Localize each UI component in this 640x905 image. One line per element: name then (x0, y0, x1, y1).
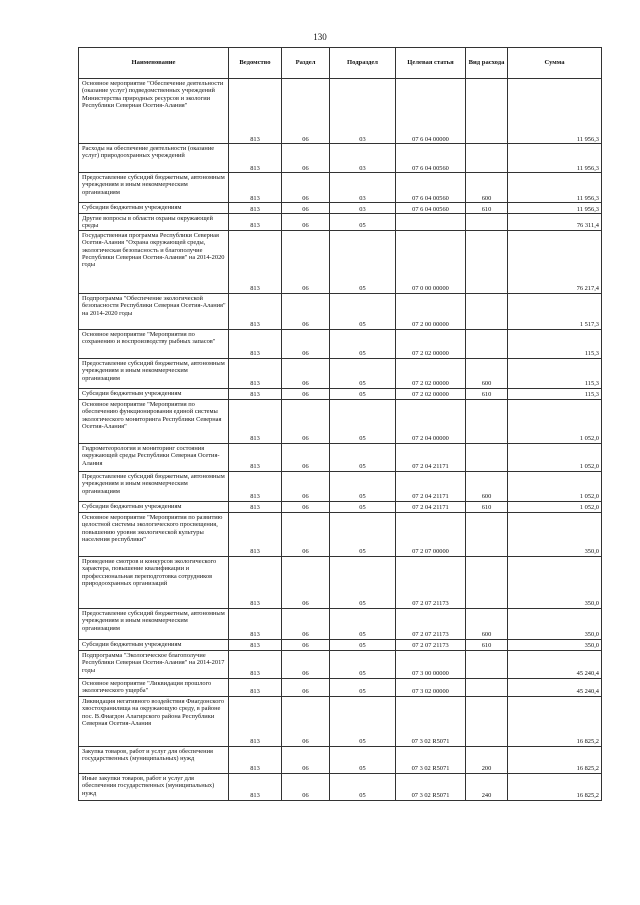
header-vid-rashoda: Вид расхода (466, 48, 508, 79)
table-row (79, 746, 602, 773)
table-row (79, 639, 602, 650)
row-razdel: 06 (282, 214, 330, 231)
row-vid-rashoda: 610 (466, 203, 508, 214)
row-vid-rashoda: 200 (466, 746, 508, 773)
row-name: Закупка товаров, работ и услуг для обеспечения государственных (муниципальных) нужд (79, 746, 229, 773)
row-name: Предоставление субсидий бюджетным, автономным учреждениям и иным некоммерческим организациям (79, 173, 229, 203)
row-vid-rashoda (466, 144, 508, 173)
row-vid-rashoda (466, 650, 508, 678)
row-podrazdel: 05 (330, 471, 396, 501)
page-number: 130 (313, 32, 327, 42)
row-celevaya-statya: 07 3 02 R5071 (396, 696, 466, 746)
row-celevaya-statya: 07 2 04 00000 (396, 399, 466, 443)
row-podrazdel: 05 (330, 329, 396, 358)
row-summa: 11 956,3 (508, 144, 602, 173)
table-row (79, 696, 602, 746)
row-vid-rashoda: 610 (466, 388, 508, 399)
row-podrazdel: 05 (330, 358, 396, 388)
row-razdel: 06 (282, 203, 330, 214)
row-celevaya-statya: 07 2 04 21171 (396, 501, 466, 512)
row-name: Предоставление субсидий бюджетным, автономным учреждениям и иным некоммерческим организациям (79, 608, 229, 639)
row-name: Основное мероприятие "Обеспечение деятельности (оказание услуг) подведомственных учреждений Министерства природных ресурсов и экологии Республики Северная Осетия-Алания" (79, 79, 229, 144)
row-podrazdel: 03 (330, 173, 396, 203)
row-summa: 16 825,2 (508, 696, 602, 746)
row-podrazdel: 05 (330, 746, 396, 773)
row-razdel: 06 (282, 512, 330, 556)
row-vid-rashoda: 600 (466, 358, 508, 388)
row-razdel: 06 (282, 608, 330, 639)
row-podrazdel: 05 (330, 512, 396, 556)
row-razdel: 06 (282, 388, 330, 399)
row-podrazdel: 05 (330, 639, 396, 650)
header-celevaya-statya: Целевая статья (396, 48, 466, 79)
row-summa: 1 052,0 (508, 443, 602, 471)
table-row (79, 678, 602, 696)
row-celevaya-statya: 07 2 07 21173 (396, 608, 466, 639)
row-podrazdel: 05 (330, 214, 396, 231)
row-razdel: 06 (282, 79, 330, 144)
row-celevaya-statya (396, 214, 466, 231)
row-celevaya-statya: 07 3 02 R5071 (396, 746, 466, 773)
row-summa: 45 240,4 (508, 678, 602, 696)
row-vedomstvo: 813 (229, 678, 282, 696)
row-vedomstvo: 813 (229, 696, 282, 746)
row-razdel: 06 (282, 639, 330, 650)
row-vid-rashoda (466, 678, 508, 696)
row-summa: 11 956,3 (508, 203, 602, 214)
row-vedomstvo: 813 (229, 358, 282, 388)
row-vedomstvo: 813 (229, 746, 282, 773)
row-summa: 76 311,4 (508, 214, 602, 231)
row-celevaya-statya: 07 2 07 21173 (396, 556, 466, 608)
row-name: Основное мероприятие "Мероприятия по сохранению и воспроизводству рыбных запасов" (79, 329, 229, 358)
row-vedomstvo: 813 (229, 173, 282, 203)
row-vedomstvo: 813 (229, 230, 282, 293)
row-summa: 45 240,4 (508, 650, 602, 678)
row-name: Иные закупки товаров, работ и услуг для обеспечения государственных (муниципальных) нужд (79, 773, 229, 800)
row-celevaya-statya: 07 3 02 R5071 (396, 773, 466, 800)
row-razdel: 06 (282, 556, 330, 608)
row-celevaya-statya: 07 2 07 21173 (396, 639, 466, 650)
row-razdel: 06 (282, 501, 330, 512)
row-vedomstvo: 813 (229, 773, 282, 800)
row-vedomstvo: 813 (229, 79, 282, 144)
row-podrazdel: 05 (330, 230, 396, 293)
row-celevaya-statya: 07 2 07 00000 (396, 512, 466, 556)
row-vedomstvo: 813 (229, 512, 282, 556)
row-summa: 350,0 (508, 639, 602, 650)
row-razdel: 06 (282, 773, 330, 800)
row-summa: 350,0 (508, 608, 602, 639)
row-celevaya-statya: 07 2 00 00000 (396, 293, 466, 329)
table-row (79, 556, 602, 608)
row-name: Подпрограмма "Обеспечение экологической безопасности Республики Северная Осетия-Алания" на 2014-2020 годы (79, 293, 229, 329)
row-name: Предоставление субсидий бюджетным, автономным учреждениям и иным некоммерческим организациям (79, 358, 229, 388)
row-name: Другие вопросы в области охраны окружающей среды (79, 214, 229, 231)
row-razdel: 06 (282, 358, 330, 388)
row-summa: 115,3 (508, 358, 602, 388)
row-vedomstvo: 813 (229, 608, 282, 639)
row-summa: 115,3 (508, 388, 602, 399)
row-vid-rashoda (466, 329, 508, 358)
row-summa: 350,0 (508, 512, 602, 556)
row-vid-rashoda (466, 214, 508, 231)
row-name: Субсидии бюджетным учреждениям (79, 388, 229, 399)
table-row (79, 203, 602, 214)
row-podrazdel: 05 (330, 556, 396, 608)
row-summa: 16 825,2 (508, 746, 602, 773)
row-podrazdel: 03 (330, 144, 396, 173)
row-name: Расходы на обеспечение деятельности (оказание услуг) природоохранных учреждений (79, 144, 229, 173)
row-vid-rashoda (466, 556, 508, 608)
row-vid-rashoda: 600 (466, 608, 508, 639)
row-podrazdel: 05 (330, 678, 396, 696)
row-podrazdel: 05 (330, 293, 396, 329)
table-row (79, 512, 602, 556)
table-row (79, 230, 602, 293)
row-celevaya-statya: 07 6 04 00560 (396, 144, 466, 173)
row-vid-rashoda (466, 79, 508, 144)
table-header-row (79, 48, 602, 79)
row-vedomstvo: 813 (229, 443, 282, 471)
row-podrazdel: 03 (330, 79, 396, 144)
row-celevaya-statya: 07 2 02 00000 (396, 388, 466, 399)
table-row (79, 773, 602, 800)
row-name: Гидрометеорология и мониторинг состояния окружающей среды Республики Северная Осетия-Алания (79, 443, 229, 471)
row-name: Ликвидация негативного воздействия Фиагдонского хвостохранилища на окружающую среду, в районе пос. В.Фиагдон Алагирского района Республики Северная Осетия-Алания (79, 696, 229, 746)
row-vid-rashoda (466, 696, 508, 746)
table-row (79, 650, 602, 678)
row-razdel: 06 (282, 746, 330, 773)
row-celevaya-statya: 07 6 04 00560 (396, 173, 466, 203)
table-row (79, 144, 602, 173)
row-celevaya-statya: 07 2 02 00000 (396, 358, 466, 388)
row-name: Субсидии бюджетным учреждениям (79, 203, 229, 214)
row-celevaya-statya: 07 2 04 21171 (396, 471, 466, 501)
row-summa: 1 052,0 (508, 501, 602, 512)
row-podrazdel: 05 (330, 443, 396, 471)
row-name: Государственная программа Республики Северная Осетия-Алания "Охрана окружающей среды, экологическая безопасность и благополучие Республики Северная Осетия-Алания" на 2014-2020 годы (79, 230, 229, 293)
row-vid-rashoda: 600 (466, 173, 508, 203)
row-celevaya-statya: 07 2 04 21171 (396, 443, 466, 471)
row-vid-rashoda (466, 293, 508, 329)
row-celevaya-statya: 07 6 04 00560 (396, 203, 466, 214)
row-vid-rashoda (466, 399, 508, 443)
table-row (79, 293, 602, 329)
row-podrazdel: 05 (330, 696, 396, 746)
table-row (79, 358, 602, 388)
row-podrazdel: 05 (330, 399, 396, 443)
row-vedomstvo: 813 (229, 556, 282, 608)
table-row (79, 399, 602, 443)
row-vedomstvo: 813 (229, 399, 282, 443)
row-vid-rashoda: 610 (466, 501, 508, 512)
row-name: Подпрограмма "Экологическое благополучие Республики Северная Осетия-Алания" на 2014-2017 годы (79, 650, 229, 678)
budget-table (78, 47, 602, 801)
row-podrazdel: 05 (330, 388, 396, 399)
row-name: Субсидии бюджетным учреждениям (79, 501, 229, 512)
row-vid-rashoda: 600 (466, 471, 508, 501)
row-summa: 1 517,3 (508, 293, 602, 329)
row-name: Субсидии бюджетным учреждениям (79, 639, 229, 650)
row-vid-rashoda: 610 (466, 639, 508, 650)
row-razdel: 06 (282, 650, 330, 678)
row-podrazdel: 05 (330, 501, 396, 512)
row-vid-rashoda (466, 443, 508, 471)
table-row (79, 501, 602, 512)
row-summa: 11 956,3 (508, 173, 602, 203)
row-name: Основное мероприятие "Мероприятия по развитию целостной системы экологического просвещения, повышению уровня экологической культуры населения республики" (79, 512, 229, 556)
row-razdel: 06 (282, 399, 330, 443)
row-vedomstvo: 813 (229, 144, 282, 173)
row-vedomstvo: 813 (229, 214, 282, 231)
row-vedomstvo: 813 (229, 388, 282, 399)
row-celevaya-statya: 07 3 02 00000 (396, 678, 466, 696)
table-row (79, 471, 602, 501)
table-body (79, 79, 602, 801)
row-vedomstvo: 813 (229, 650, 282, 678)
row-summa: 11 956,3 (508, 79, 602, 144)
row-vid-rashoda (466, 230, 508, 293)
row-vedomstvo: 813 (229, 501, 282, 512)
row-summa: 350,0 (508, 556, 602, 608)
header-summa: Сумма (508, 48, 602, 79)
table-row (79, 173, 602, 203)
row-celevaya-statya: 07 3 00 00000 (396, 650, 466, 678)
row-celevaya-statya: 07 6 04 00000 (396, 79, 466, 144)
row-razdel: 06 (282, 696, 330, 746)
row-vid-rashoda (466, 512, 508, 556)
row-razdel: 06 (282, 230, 330, 293)
table-row (79, 214, 602, 231)
row-razdel: 06 (282, 144, 330, 173)
row-celevaya-statya: 07 0 00 00000 (396, 230, 466, 293)
row-vid-rashoda: 240 (466, 773, 508, 800)
row-summa: 1 052,0 (508, 471, 602, 501)
row-razdel: 06 (282, 173, 330, 203)
row-razdel: 06 (282, 678, 330, 696)
table-row (79, 329, 602, 358)
row-razdel: 06 (282, 471, 330, 501)
row-podrazdel: 05 (330, 650, 396, 678)
row-podrazdel: 05 (330, 608, 396, 639)
table-row (79, 608, 602, 639)
row-name: Проведение смотров и конкурсов экологического характера, повышение квалификации и профессиональная переподготовка сотрудников природоохранных организаций (79, 556, 229, 608)
row-summa: 16 825,2 (508, 773, 602, 800)
row-razdel: 06 (282, 329, 330, 358)
table-row (79, 443, 602, 471)
header-vedomstvo: Ведомство (229, 48, 282, 79)
row-razdel: 06 (282, 293, 330, 329)
header-name: Наименование (79, 48, 229, 79)
row-name: Основное мероприятие "Ликвидация прошлого экологического ущерба" (79, 678, 229, 696)
row-razdel: 06 (282, 443, 330, 471)
row-podrazdel: 05 (330, 773, 396, 800)
row-vedomstvo: 813 (229, 471, 282, 501)
row-podrazdel: 03 (330, 203, 396, 214)
table-row (79, 388, 602, 399)
table-row (79, 79, 602, 144)
row-celevaya-statya: 07 2 02 00000 (396, 329, 466, 358)
row-vedomstvo: 813 (229, 293, 282, 329)
row-summa: 1 052,0 (508, 399, 602, 443)
row-vedomstvo: 813 (229, 329, 282, 358)
header-podrazdel: Подраздел (330, 48, 396, 79)
row-vedomstvo: 813 (229, 639, 282, 650)
row-vedomstvo: 813 (229, 203, 282, 214)
row-name: Основное мероприятие "Мероприятия по обеспечению функционирования единой системы экологического мониторинга Республики Северная Осетия-Алания" (79, 399, 229, 443)
row-summa: 115,3 (508, 329, 602, 358)
row-summa: 76 217,4 (508, 230, 602, 293)
row-name: Предоставление субсидий бюджетным, автономным учреждениям и иным некоммерческим организациям (79, 471, 229, 501)
header-razdel: Раздел (282, 48, 330, 79)
